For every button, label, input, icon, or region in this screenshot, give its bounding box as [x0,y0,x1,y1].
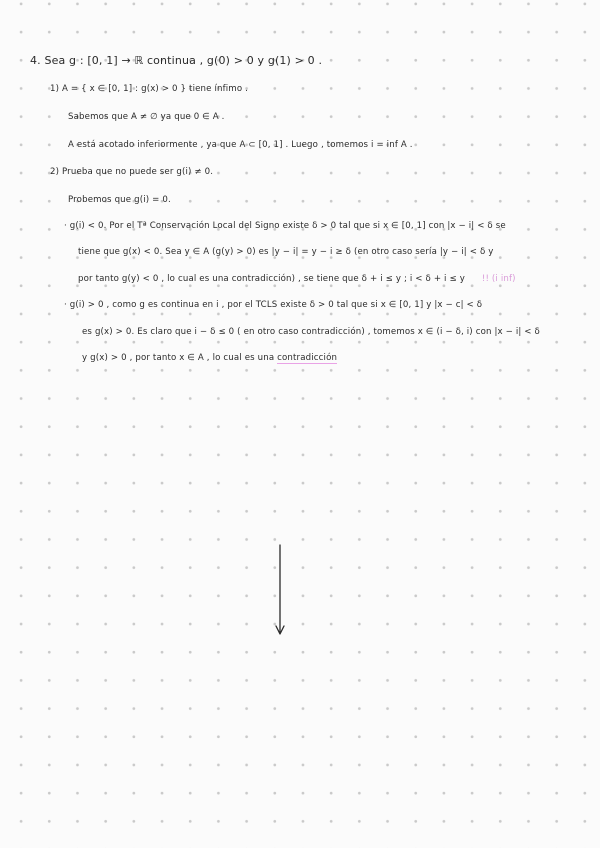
part2-heading: 2) Prueba que no puede ser g(i) ≠ 0. [50,167,214,177]
case2-line3 [82,352,337,364]
case1-line3-main: por tanto g(y) < 0 , lo cual es una contradicción) , se tiene que δ + i ≤ y ; i < δ + i ≤ y [78,274,465,284]
down-arrow-icon [272,544,288,636]
part1-heading: 1) A = { x ∈ [0, 1] : g(x) > 0 } tiene ínfimo . [50,84,249,94]
case2-line2: es g(x) > 0. Es claro que i − δ ≤ 0 ( en otro caso contradicción) , tomemos x ∈ (i − δ, i) con |x − i| < δ [82,327,540,337]
case2-line1: · g(i) > 0 , como g es continua en i , por el TCLS existe δ > 0 tal que si x ∈ [0, 1] y |x − c| < δ [64,300,483,310]
case1-note: !! (i inf) [481,274,516,284]
case1-line1: · g(i) < 0. Por el Tª Conservación Local del Signo existe δ > 0 tal que si x ∈ [0, 1] con |x − i| < δ se [64,221,506,231]
part1-line2: A está acotado inferiormente , ya que A ⊂ [0, 1] . Luego , tomemos i = inf A . [68,140,413,150]
problem-number: 4. [30,54,41,67]
case2-line3-main: y g(x) > 0 , por tanto x ∈ A , lo cual es una [82,353,278,363]
case2-contradiction: contradicción [277,353,338,363]
case1-line2: tiene que g(x) < 0. Sea y ∈ A (g(y) > 0) es |y − i| = y − i ≥ δ (en otro caso sería |y − i| < δ y [78,247,494,257]
part1-line1: Sabemos que A ≠ ∅ ya que 0 ∈ A . [68,112,225,122]
problem-title [30,55,322,67]
part2-line1: Probemos que g(i) = 0. [68,195,171,205]
problem-statement: Sea g : [0, 1] → ℝ continua , g(0) > 0 y g(1) > 0 . [44,54,323,67]
case1-line3 [78,273,516,285]
